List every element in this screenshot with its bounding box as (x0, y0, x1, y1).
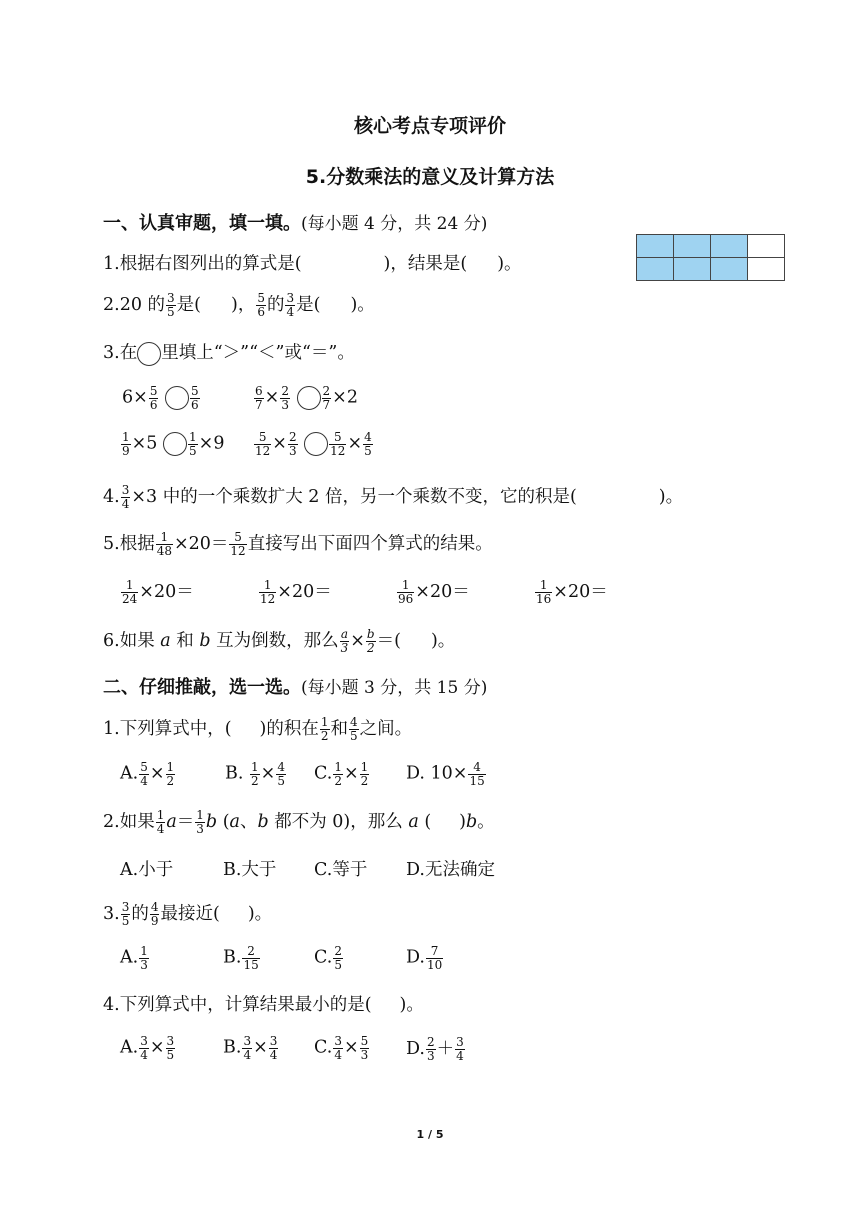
option-label: D. (406, 1039, 425, 1059)
numerator: 5 (254, 431, 271, 445)
fraction (156, 809, 166, 835)
text: )。 (658, 487, 684, 507)
fraction (320, 716, 330, 742)
fraction (149, 385, 159, 411)
text: )， (231, 295, 256, 315)
numerator: 1 (259, 579, 276, 593)
comparison-circle[interactable] (163, 432, 187, 456)
denominator: 96 (398, 592, 414, 606)
fraction (254, 385, 264, 411)
option-D[interactable] (406, 761, 487, 787)
text: 6× (122, 387, 148, 408)
fraction (360, 1035, 370, 1061)
fraction (426, 945, 443, 971)
denominator: 5 (277, 773, 285, 788)
denominator: 6 (191, 397, 199, 412)
denominator: 4 (334, 1047, 342, 1062)
denominator: 2 (320, 729, 329, 743)
denominator: 4 (243, 1047, 252, 1062)
text: 3. (103, 904, 120, 924)
numerator: 1 (535, 579, 552, 593)
comparison-circle[interactable] (304, 432, 328, 456)
fraction (166, 761, 176, 787)
numerator: 1 (320, 715, 329, 730)
denominator: 9 (122, 443, 130, 458)
fraction (156, 531, 173, 557)
numerator: 3 (121, 900, 130, 915)
fraction (139, 1035, 149, 1061)
denominator: 24 (122, 592, 138, 606)
option-B[interactable] (225, 761, 287, 787)
text: ×20＝ (277, 582, 332, 602)
numerator: 2 (242, 945, 259, 959)
text: ×9 (198, 433, 225, 454)
denominator: 5 (350, 729, 358, 743)
option-label: B. (225, 763, 249, 784)
numerator: 3 (121, 483, 130, 498)
text: ×5 (131, 433, 158, 454)
fraction (288, 431, 298, 457)
fraction (455, 1036, 465, 1062)
option-label: A. (120, 1037, 139, 1058)
numerator: 5 (149, 384, 158, 398)
numerator: 3 (456, 1035, 464, 1050)
s1-question-1 (103, 250, 522, 275)
numerator: 1 (166, 760, 175, 774)
numerator: 1 (196, 808, 204, 823)
numerator: 1 (122, 430, 130, 444)
section1-note: (每小题 4 分，共 24 分) (301, 214, 488, 234)
option-C[interactable] (314, 761, 370, 787)
fraction (229, 531, 246, 557)
text: 是( (296, 295, 321, 315)
numerator: 4 (150, 900, 159, 915)
denominator: 4 (140, 1047, 148, 1062)
fraction (139, 761, 149, 787)
denominator: 3 (196, 822, 204, 836)
s2-question-4 (103, 991, 424, 1016)
variable: a (160, 631, 171, 651)
text: 都不为 0)，那么 (268, 812, 409, 832)
numerator: 2 (288, 430, 297, 444)
option-label: C. (314, 1037, 333, 1058)
fraction (285, 292, 295, 318)
fraction (250, 761, 260, 787)
numerator: 2 (426, 1035, 435, 1050)
s1-question-4 (103, 483, 683, 511)
numerator: 3 (243, 1034, 252, 1048)
denominator: 9 (150, 914, 159, 928)
text: × (347, 433, 363, 454)
fraction (242, 945, 259, 971)
option-B[interactable] (223, 1035, 279, 1061)
numerator: 1 (360, 760, 369, 774)
fraction (166, 1035, 176, 1061)
fraction (254, 431, 271, 457)
numerator: 7 (426, 945, 443, 959)
text: × (343, 763, 359, 784)
option-C[interactable] (314, 1035, 370, 1061)
text: 和 (170, 631, 200, 651)
text: 1.下列算式中，( (103, 719, 232, 739)
text: 直接写出下面四个算式的结果。 (247, 534, 493, 554)
text: )的积在 (259, 719, 319, 739)
text: ) (459, 812, 466, 832)
text: × (253, 1037, 268, 1058)
numerator: 1 (189, 430, 197, 444)
denominator: 5 (364, 443, 372, 458)
fraction (121, 901, 131, 927)
option-A[interactable] (120, 945, 150, 971)
numerator: 1 (251, 760, 259, 774)
q5-item-1 (120, 578, 194, 606)
text: × (343, 1037, 359, 1058)
option-label: D. (406, 947, 425, 968)
denominator: 3 (140, 957, 148, 972)
fraction (121, 579, 138, 605)
page-number: 1 / 5 (416, 1128, 444, 1141)
fraction (329, 431, 346, 457)
option-A[interactable] (120, 761, 176, 787)
fraction (349, 716, 359, 742)
fraction (360, 761, 370, 787)
denominator: 10 (426, 957, 443, 972)
numerator: 1 (334, 760, 342, 774)
text: 里填上“＞”“＜”或“＝”。 (161, 343, 355, 363)
section2-note: (每小题 3 分，共 15 分) (301, 678, 488, 698)
option-D[interactable] (406, 1035, 466, 1063)
numerator: 3 (140, 1034, 148, 1048)
grid-cell-shaded (711, 258, 748, 281)
option-C[interactable]: C.等于 (314, 860, 368, 880)
text: )。 (399, 995, 424, 1015)
text: 4.下列算式中，计算结果最小的是( (103, 995, 372, 1015)
text: ×20＝ (415, 582, 470, 602)
grid-cell (748, 235, 785, 258)
fraction (322, 385, 332, 411)
text: )，结果是( (383, 254, 468, 274)
grid-cell-shaded (637, 258, 674, 281)
text: ×20＝ (139, 582, 194, 602)
numerator: 5 (140, 760, 148, 774)
fraction (280, 385, 290, 411)
option-D[interactable] (406, 945, 444, 971)
numerator: 6 (255, 384, 263, 398)
q5-item-2 (258, 578, 332, 606)
denominator: 2 (334, 773, 342, 788)
fraction (195, 809, 205, 835)
denominator: 5 (334, 957, 342, 972)
text: ( (418, 812, 432, 832)
denominator: 3 (281, 397, 289, 412)
fraction (121, 431, 131, 457)
denominator: 2 (251, 773, 259, 788)
option-C[interactable] (314, 945, 344, 971)
numerator: 5 (257, 291, 265, 306)
option-B[interactable]: B.大于 (223, 860, 277, 880)
option-D[interactable]: D.无法确定 (406, 860, 495, 880)
grid-cell-shaded (711, 235, 748, 258)
fraction (363, 431, 373, 457)
variable: b (199, 631, 211, 651)
numerator: 5 (229, 531, 246, 545)
denominator: 4 (456, 1049, 464, 1063)
text: 、 (239, 812, 258, 832)
numerator: 1 (156, 531, 173, 545)
option-label: A. (120, 947, 139, 968)
fraction-grid-figure (636, 234, 785, 281)
option-label: C. (314, 763, 333, 784)
numerator: 2 (334, 944, 342, 958)
denominator: 48 (156, 544, 172, 558)
text: ×3 中的一个乘数扩大 2 倍，另一个乘数不变，它的积是( (131, 487, 577, 507)
option-label: B. (223, 1037, 242, 1058)
text: × (272, 433, 287, 454)
fraction (366, 628, 376, 654)
option-label: B. (223, 947, 242, 968)
comparison-circle[interactable] (137, 342, 161, 366)
q5-item-3 (396, 578, 470, 606)
denominator: 5 (121, 914, 130, 928)
fraction (426, 1036, 436, 1062)
section1-heading (103, 209, 487, 235)
numerator: 3 (167, 291, 175, 306)
fraction (333, 945, 343, 971)
fraction (333, 761, 343, 787)
grid-cell-shaded (674, 235, 711, 258)
text: )。 (247, 904, 273, 924)
fraction (242, 1035, 252, 1061)
denominator: 5 (166, 1047, 175, 1062)
comparison-4 (253, 431, 374, 457)
fraction (166, 292, 176, 318)
numerator: 5 (360, 1034, 369, 1048)
numerator: 3 (334, 1034, 342, 1048)
text: 的 (131, 904, 149, 924)
numerator: 5 (191, 384, 199, 398)
page-subtitle: 5.分数乘法的意义及计算方法 (305, 166, 555, 188)
fraction (333, 1035, 343, 1061)
variable: b (465, 812, 478, 832)
numerator: 3 (166, 1034, 175, 1048)
text: ( (217, 812, 230, 832)
text: × (350, 631, 365, 651)
text: 2.20 的 (103, 295, 166, 315)
text: )。 (430, 631, 456, 651)
denominator: 12 (330, 443, 346, 458)
grid-cell-shaded (674, 258, 711, 281)
s1-question-3 (103, 339, 355, 366)
comparison-circle[interactable] (297, 386, 321, 410)
variable: b (205, 812, 218, 832)
option-A[interactable] (120, 1035, 176, 1061)
denominator: 16 (536, 592, 552, 606)
option-label: D. 10× (406, 763, 468, 784)
numerator: 2 (322, 384, 331, 398)
denominator: 2 (360, 773, 369, 788)
fraction (340, 628, 350, 654)
denominator: 3 (288, 443, 297, 458)
s1-question-5 (103, 530, 493, 558)
fraction (269, 1035, 279, 1061)
section2-title: 二、仔细推敲，选一选。 (103, 677, 301, 698)
denominator: 12 (230, 544, 246, 558)
text: )。 (350, 295, 375, 315)
text: ＝ (176, 812, 195, 832)
numerator: 1 (397, 579, 414, 593)
comparison-2 (253, 385, 358, 411)
text: × (149, 763, 165, 784)
numerator: 1 (121, 579, 138, 593)
comparison-3 (120, 431, 224, 457)
variable: a (166, 812, 177, 832)
text: 互为倒数，那么 (210, 631, 339, 651)
denominator: 6 (257, 305, 265, 319)
denominator: 15 (243, 957, 259, 972)
text: × (149, 1037, 165, 1058)
denominator: 3 (340, 641, 349, 655)
text: 。 (477, 812, 495, 832)
denominator: 5 (189, 443, 197, 458)
text: 和 (330, 719, 348, 739)
numerator: 2 (281, 384, 289, 398)
s1-question-6 (103, 627, 455, 655)
q5-item-4 (534, 578, 608, 606)
variable: a (229, 812, 240, 832)
variable: b (257, 812, 269, 832)
comparison-1 (122, 385, 201, 411)
denominator: 2 (366, 641, 375, 655)
numerator: 4 (468, 761, 485, 775)
option-label: A. (120, 763, 139, 784)
denominator: 4 (140, 773, 148, 788)
variable: a (408, 812, 419, 832)
text: 是( (176, 295, 201, 315)
numerator: 4 (364, 430, 372, 444)
denominator: 4 (286, 305, 295, 319)
text: 之间。 (359, 719, 413, 739)
denominator: 4 (121, 497, 130, 511)
fraction (190, 385, 200, 411)
text: ×2 (332, 387, 358, 408)
denominator: 5 (167, 305, 175, 319)
option-label: C. (314, 947, 333, 968)
fraction (535, 579, 552, 605)
denominator: 3 (426, 1049, 435, 1063)
text: ＋ (436, 1039, 455, 1059)
option-A[interactable]: A.小于 (120, 860, 174, 880)
text: 的 (266, 295, 285, 315)
denominator: 7 (322, 397, 331, 412)
denominator: 4 (269, 1047, 278, 1062)
s1-question-2 (103, 291, 375, 319)
numerator: b (366, 627, 375, 642)
page-title: 核心考点专项评价 (353, 115, 506, 137)
text: 3.在 (103, 343, 138, 363)
numerator: 5 (329, 431, 346, 445)
numerator: 4 (350, 715, 358, 730)
text: ＝( (376, 631, 401, 651)
s2-question-1 (103, 715, 412, 743)
numerator: a (340, 627, 348, 642)
text: 6.如果 (103, 631, 161, 651)
fraction (276, 761, 286, 787)
fraction (259, 579, 276, 605)
fraction (150, 901, 160, 927)
denominator: 2 (166, 773, 175, 788)
section1-title: 一、认真审题，填一填。 (103, 213, 301, 234)
numerator: 3 (286, 291, 295, 306)
text: 5.根据 (103, 534, 155, 554)
denominator: 15 (469, 773, 485, 788)
option-B[interactable] (223, 945, 261, 971)
denominator: 7 (255, 397, 263, 412)
section2-heading (103, 673, 487, 699)
numerator: 3 (269, 1034, 278, 1048)
denominator: 3 (360, 1047, 369, 1062)
fraction (397, 579, 414, 605)
grid-cell-shaded (637, 235, 674, 258)
fraction (139, 945, 149, 971)
numerator: 1 (156, 808, 165, 823)
denominator: 12 (255, 443, 271, 458)
grid-cell (748, 258, 785, 281)
text: 最接近( (160, 904, 220, 924)
denominator: 12 (260, 592, 276, 606)
s2-question-3 (103, 900, 272, 928)
fraction (188, 431, 198, 457)
fraction (121, 484, 131, 510)
text: ×20＝ (553, 582, 608, 602)
fraction (468, 761, 485, 787)
text: )。 (497, 254, 522, 274)
text: ×20＝ (173, 534, 229, 554)
numerator: 4 (277, 760, 285, 774)
s2-question-2 (103, 808, 495, 836)
text: 1.根据右图列出的算式是( (103, 254, 302, 274)
denominator: 4 (156, 822, 165, 836)
text: × (260, 763, 276, 784)
text: 2.如果 (103, 812, 155, 832)
text: × (264, 387, 280, 408)
numerator: 1 (140, 944, 148, 958)
comparison-circle[interactable] (165, 386, 189, 410)
denominator: 6 (149, 397, 158, 412)
text: 4. (103, 487, 120, 507)
fraction (256, 292, 266, 318)
